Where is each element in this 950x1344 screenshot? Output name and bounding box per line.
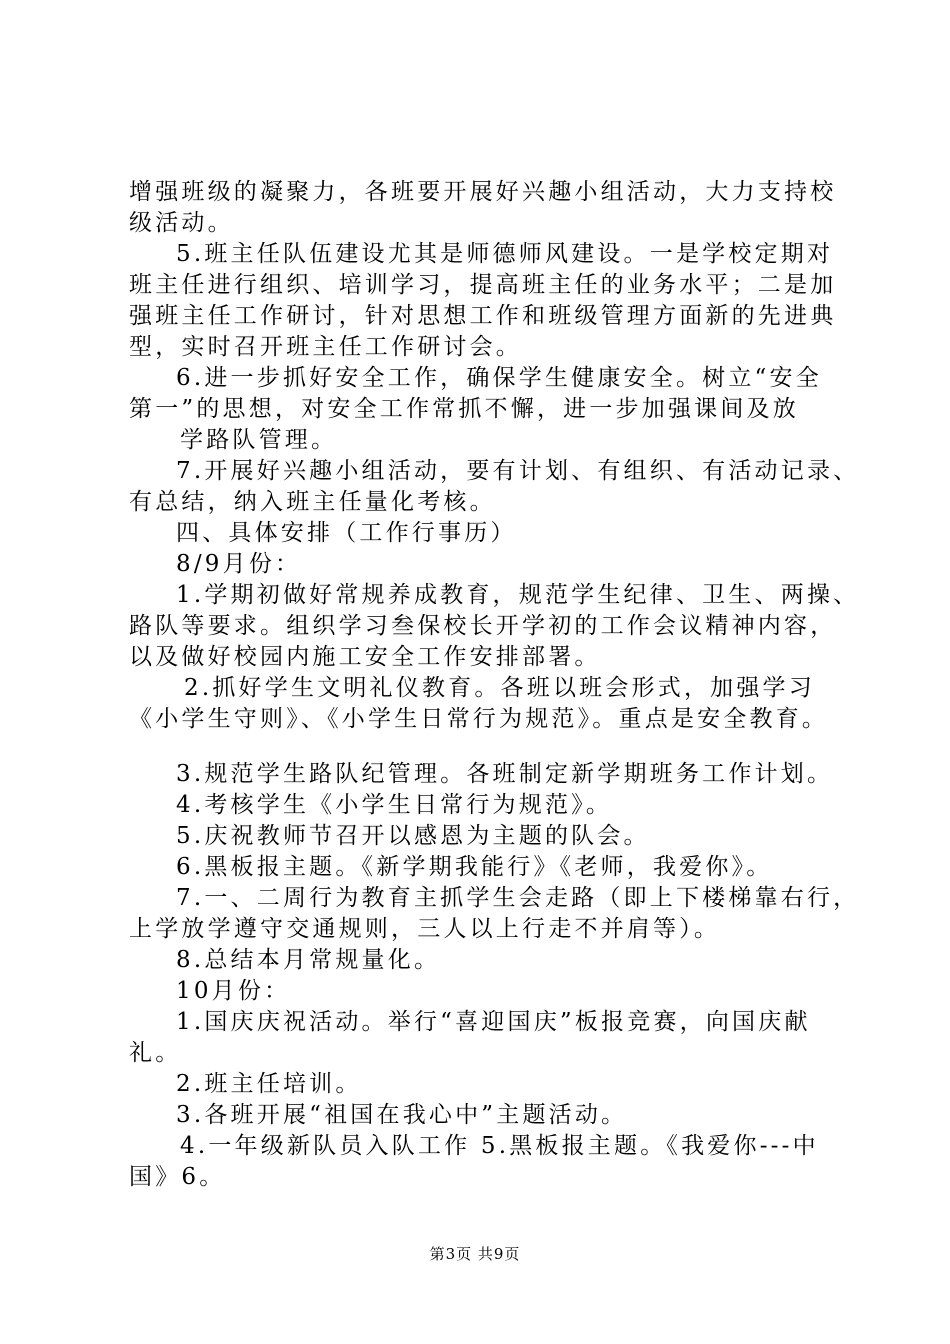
text-line: 强班主任工作研讨，针对思想工作和班级管理方面新的先进典	[129, 303, 837, 329]
month-heading: 8/9月份：	[176, 551, 302, 577]
text-line: 《小学生守则》、《小学生日常行为规范》。重点是安全教育。	[129, 706, 829, 732]
text-line: 增强班级的凝聚力，各班要开展好兴趣小组活动，大力支持校	[129, 179, 837, 205]
text-line: 3.各班开展“祖国在我心中”主题活动。	[176, 1102, 628, 1128]
text-line: 学路队管理。	[180, 427, 338, 453]
text-line: 5.庆祝教师节召开以感恩为主题的队会。	[176, 823, 650, 849]
text-line: 7.一、二周行为教育主抓学生会走路（即上下楼梯靠右行，	[176, 885, 860, 911]
text-line: 6.进一步抓好安全工作，确保学生健康安全。树立“安全	[176, 365, 822, 391]
text-line: 2.抓好学生文明礼仪教育。各班以班会形式，加强学习	[184, 675, 815, 701]
text-line: 国》6。	[129, 1164, 226, 1190]
text-line: 3.规范学生路队纪管理。各班制定新学期班务工作计划。	[176, 761, 834, 787]
text-line: 级活动。	[129, 210, 234, 236]
text-line: 8.总结本月常规量化。	[176, 947, 441, 973]
text-line: 型，实时召开班主任工作研讨会。	[129, 334, 522, 360]
text-line: 有总结，纳入班主任量化考核。	[129, 489, 496, 515]
text-line: 路队等要求。组织学习叁保校长开学初的工作会议精神内容，	[129, 613, 837, 639]
section-heading: 四、具体安排（工作行事历）	[176, 520, 517, 546]
text-line: 以及做好校园内施工安全工作安排部署。	[129, 644, 601, 670]
month-heading: 10月份：	[176, 978, 291, 1004]
text-line: 4.一年级新队员入队工作 5.黑板报主题。《我爱你---中	[180, 1133, 819, 1159]
text-line: 6.黑板报主题。《新学期我能行》《老师，我爱你》。	[176, 854, 773, 880]
text-line: 礼。	[129, 1040, 182, 1066]
text-line: 班主任进行组织、培训学习，提高班主任的业务水平；二是加	[129, 272, 837, 298]
text-line: 5.班主任队伍建设尤其是师德师风建设。一是学校定期对	[176, 241, 834, 267]
page-footer: 第3页 共9页	[429, 1245, 521, 1263]
text-line: 上学放学遵守交通规则，三人以上行走不并肩等）。	[129, 916, 721, 942]
text-line: 7.开展好兴趣小组活动，要有计划、有组织、有活动记录、	[176, 458, 860, 484]
text-line: 2.班主任培训。	[176, 1071, 362, 1097]
text-line: 1.国庆庆祝活动。举行“喜迎国庆”板报竞赛，向国庆献	[176, 1009, 811, 1035]
text-line: 1.学期初做好常规养成教育，规范学生纪律、卫生、两操、	[176, 582, 860, 608]
text-line: 第一”的思想，对安全工作常抓不懈，进一步加强课间及放	[129, 396, 799, 422]
text-line: 4.考核学生《小学生日常行为规范》。	[176, 792, 613, 818]
